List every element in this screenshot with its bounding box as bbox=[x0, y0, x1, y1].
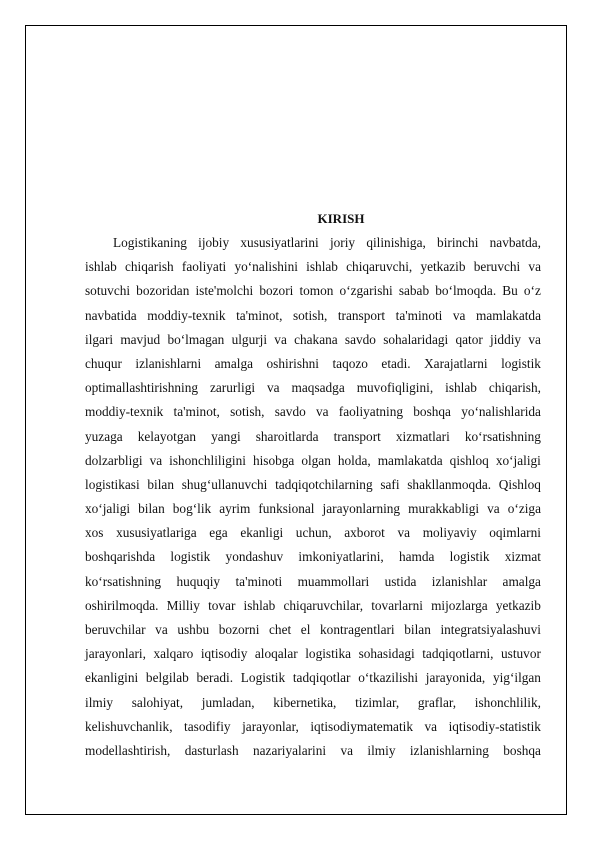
text-line: beruvchilar va ushbu bozorni chet el kontragentlari bilan integratsiyalashuvi bbox=[85, 622, 541, 637]
introduction-paragraph bbox=[85, 231, 541, 763]
text-line: ko‘rsatishning huquqiy ta'minoti muammollari ustida izlanishlar amalga bbox=[85, 573, 541, 589]
text-line: ishlab chiqarish faoliyati yo‘nalishini ishlab chiqaruvchi, yetkazib beruvchi va bbox=[85, 259, 541, 275]
text-line: Logistikaning ijobiy xususiyatlarini joriy qilinishiga, birinchi navbatda, bbox=[113, 235, 541, 250]
text-line: oshirilmoqda. Milliy tovar ishlab chiqaruvchilar, tovarlarni mijozlarga yetkazib bbox=[85, 597, 541, 613]
text-line: ilgari mavjud bo‘lmagan ulgurji va chakana savdo sohalaridagi qator jiddiy va bbox=[85, 331, 541, 347]
text-line: dolzarbligi va ishonchliligini hisobga olgan holda, mamlakatda qishloq xo‘jaligi bbox=[85, 452, 541, 468]
text-line: modellashtirish, dasturlash nazariyalarini va ilmiy izlanishlarning boshqa bbox=[85, 742, 541, 758]
section-heading: KIRISH bbox=[317, 211, 365, 226]
document-body bbox=[85, 206, 541, 763]
text-line: navbatida moddiy-texnik ta'minot, sotish, transport ta'minoti va mamlakatda bbox=[85, 307, 541, 323]
text-line: xo‘jaligi bilan bog‘lik ayrim funksional jarayonlarning murakkabligi va o‘ziga bbox=[85, 501, 541, 517]
text-line: chuqur izlanishlarni amalga oshirishni taqozo etadi. Xarajatlarni logistik bbox=[85, 355, 541, 371]
text-line: moddiy-texnik ta'minot, sotish, savdo va faoliyatning boshqa yo‘nalishlarida bbox=[85, 404, 541, 420]
text-line: sotuvchi bozoridan iste'molchi bozori tomon o‘zgarishi sabab bo‘lmoqda. Bu o‘z bbox=[85, 283, 541, 299]
text-line: logistikasi bilan shug‘ullanuvchi tadqiqotchilarning safi shakllanmoqda. Qishloq bbox=[85, 476, 541, 492]
text-line: boshqarishda logistik yondashuv imkoniyatlarini, hamda logistik xizmat bbox=[85, 549, 541, 565]
text-line: optimallashtirishning zarurligi va maqsadga muvofiqligini, ishlab chiqarish, bbox=[85, 380, 541, 396]
text-line: ekanligini belgilab beradi. Logistik tadqiqotlar o‘tkazilishi jarayonida, yig‘ilgan bbox=[85, 670, 541, 686]
text-line: kelishuvchanlik, tasodifiy jarayonlar, iqtisodiymatematik va iqtisodiy-statistik bbox=[85, 718, 541, 734]
text-line: yuzaga kelayotgan yangi sharoitlarda transport xizmatlari ko‘rsatishning bbox=[85, 428, 541, 444]
text-line: ilmiy salohiyat, jumladan, kibernetika, tizimlar, graflar, ishonchlilik, bbox=[85, 694, 541, 710]
text-line: jarayonlari, xalqaro iqtisodiy aloqalar logistika sohasidagi tadqiqotlarni, ustuvor bbox=[85, 646, 541, 662]
text-line: xos xususiyatlariga ega ekanligi uchun, axborot va moliyaviy oqimlarni bbox=[85, 525, 541, 541]
